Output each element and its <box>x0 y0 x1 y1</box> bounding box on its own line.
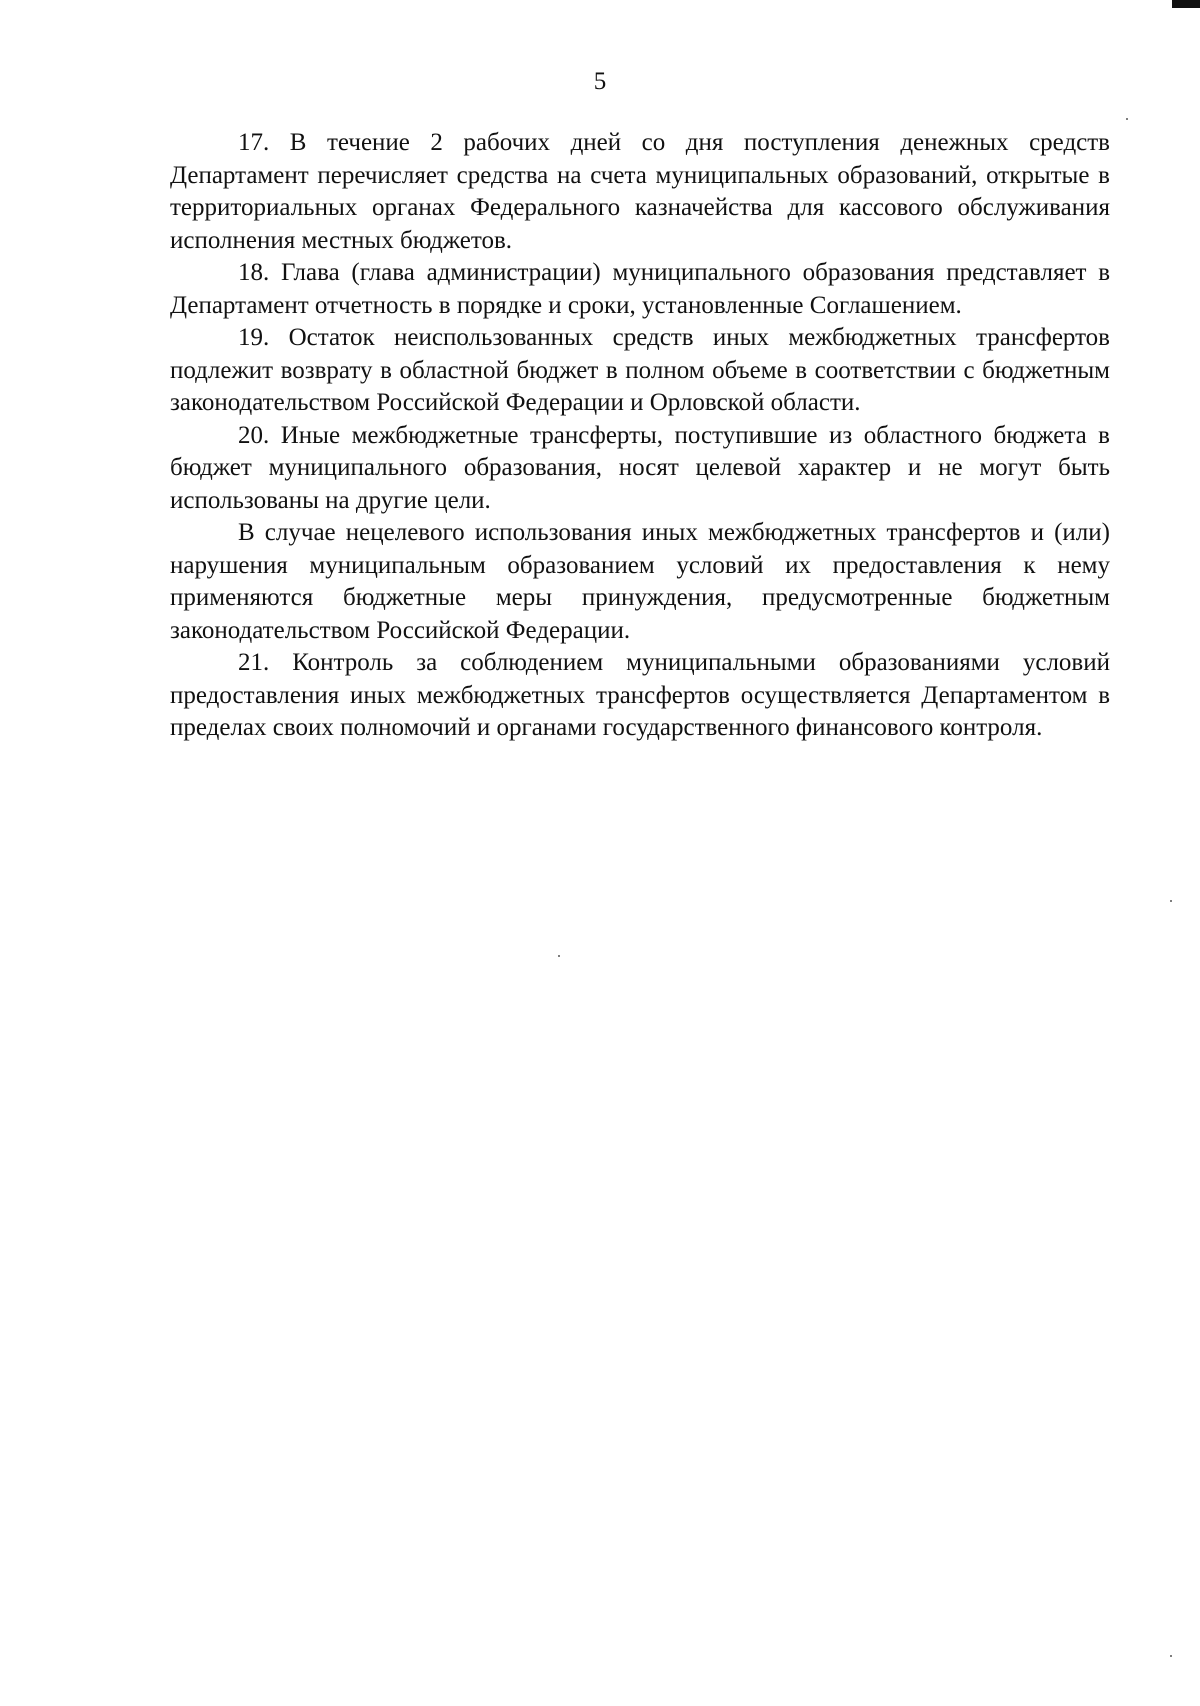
scan-speck <box>1126 118 1128 120</box>
scan-corner-mark <box>1172 0 1200 8</box>
page-number: 5 <box>593 68 607 95</box>
scan-speck <box>1170 900 1172 902</box>
scan-speck <box>558 955 560 957</box>
paragraph-19: 19. Остаток неиспользованных средств иных межбюджетных трансфертов подлежит возврату в областной бюджет в полном объеме в соответствии с бюджетным законодательством Российской Федерации и Орловской области. <box>170 324 1110 416</box>
paragraph-17: 17. В течение 2 рабочих дней со дня поступления денежных средств Департамент перечисляет средства на счета муниципальных образований, открытые в территориальных органах Федерального казначейства для кассового обслуживания исполнения местных бюджетов. <box>170 129 1110 254</box>
paragraph-18: 18. Глава (глава администрации) муниципального образования представляет в Департамент отчетность в порядке и сроки, установленные Соглашением. <box>170 259 1110 319</box>
scan-speck <box>1170 1655 1172 1657</box>
paragraph-21: 21. Контроль за соблюдением муниципальными образованиями условий предоставления иных межбюджетных трансфертов осуществляется Департаментом в пределах своих полномочий и органами государственного финансового контроля. <box>170 649 1110 741</box>
document-body <box>170 127 1110 745</box>
paragraph-20: 20. Иные межбюджетные трансферты, поступившие из областного бюджета в бюджет муниципального образования, носят целевой характер и не могут быть использованы на другие цели. <box>170 421 1110 514</box>
paragraph-20-continuation: В случае нецелевого использования иных межбюджетных трансфертов и (или) нарушения муниципальным образованием условий их предоставления к нему применяются бюджетные меры принуждения, предусмотренные бюджетным законодательством Российской Федерации. <box>170 519 1110 644</box>
